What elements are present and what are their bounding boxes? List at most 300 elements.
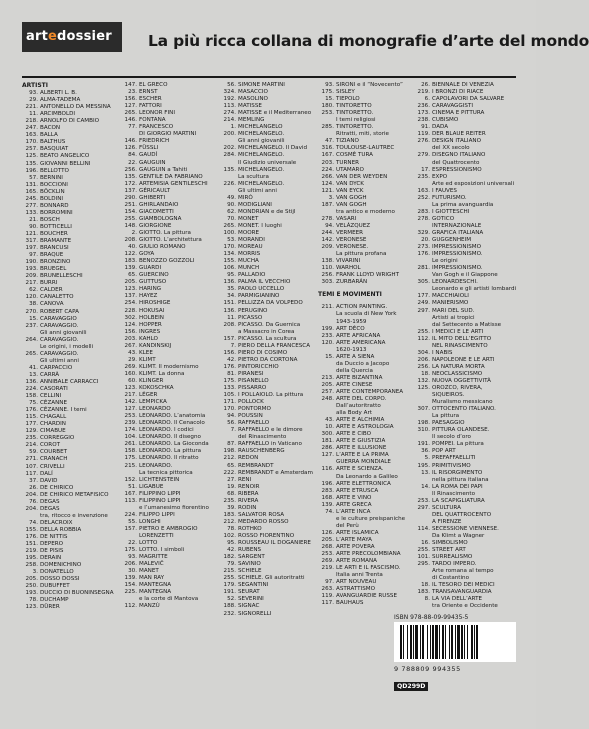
- entry-number: 75.: [29, 400, 38, 407]
- entry-title: TOULOUSE-LAUTREC: [336, 145, 395, 152]
- entry-title: ARTE ISLAMICA: [336, 529, 379, 536]
- catalog-entry: [22, 90, 114, 97]
- catalog-entry: [22, 506, 114, 513]
- entry-number: 255.: [223, 575, 236, 582]
- entry-number: 34.: [227, 293, 236, 300]
- entry-number: 235.: [25, 435, 38, 442]
- catalog-entry: [318, 530, 405, 537]
- entry-title: DAVID: [40, 477, 58, 484]
- entry-number: 219.: [417, 89, 430, 96]
- catalog-entry: [22, 365, 114, 372]
- catalog-entry: [22, 323, 114, 330]
- catalog-entry: [318, 354, 405, 361]
- entry-number: 157.: [124, 525, 137, 532]
- catalog-entry: [414, 596, 516, 603]
- entry-title: MAGRITTE: [139, 554, 168, 561]
- entry-number: 247.: [25, 125, 38, 132]
- entry-title: CHARDIN: [40, 421, 66, 428]
- barcode-bar: [467, 625, 468, 659]
- entry-title: SISLEY: [336, 89, 355, 96]
- catalog-entry: [22, 590, 114, 597]
- entry-number: 198.: [223, 448, 236, 455]
- entry-title: LOTTO: [139, 540, 158, 547]
- entry-number: 87.: [227, 441, 236, 448]
- entry-number: 97.: [29, 252, 38, 259]
- entry-number: 219.: [321, 565, 334, 572]
- entry-title: DISEGNO ITALIANO: [432, 152, 486, 159]
- entry-number: 36.: [421, 448, 430, 455]
- entry-number: 266.: [321, 173, 334, 180]
- entry-title: BALLA: [40, 132, 58, 139]
- entry-title: RENOIR: [238, 483, 260, 490]
- catalog-column: [220, 82, 313, 618]
- catalog-entry: [318, 579, 405, 586]
- entry-title: Dall’autoritratto: [336, 403, 381, 410]
- entry-number: 78.: [227, 525, 236, 532]
- entry-title: Arte ed esposizioni universali: [432, 180, 515, 187]
- entry-title: GIULIO ROMANO: [139, 244, 186, 251]
- entry-title: MASOLINO: [238, 96, 268, 103]
- entry-title: LONGHI: [139, 518, 161, 525]
- entry-title: POMPEI. La pittura: [432, 441, 484, 448]
- entry-title: LEONARDO. Il ritratto: [139, 455, 199, 462]
- barcode-bar: [420, 625, 421, 659]
- entry-title: GUERCINO: [139, 272, 169, 279]
- entry-number: 59.: [29, 449, 38, 456]
- entry-title: PELLIZZA DA VOLPEDO: [238, 300, 303, 307]
- entry-title: EL GRECO: [139, 82, 168, 88]
- catalog-entry: [22, 294, 114, 301]
- entry-number: 324.: [223, 89, 236, 96]
- entry-title: BACON: [40, 125, 61, 132]
- catalog-entry: [121, 293, 209, 300]
- entry-title: MODIGLIANI: [238, 201, 272, 208]
- catalog-entry: [121, 455, 209, 462]
- entry-title: DÜRER: [40, 604, 60, 611]
- entry-title: BELLOTTO: [40, 167, 69, 174]
- catalog-entry: [414, 167, 516, 174]
- entry-number: 23.: [128, 89, 137, 96]
- barcode-bar: [415, 625, 418, 659]
- entry-title: MICHELANGELO.: [238, 166, 285, 173]
- entry-title: MANET: [139, 568, 159, 575]
- entry-title: DERAIN: [40, 555, 62, 562]
- catalog-entry: [318, 195, 405, 202]
- entry-title: FRANCESCO: [139, 124, 174, 131]
- entry-title: A FIRENZE: [432, 518, 462, 525]
- catalog-entry: [318, 311, 405, 318]
- catalog-entry: [22, 146, 114, 153]
- catalog-entry: [22, 449, 114, 456]
- entry-title: VAN GOGH: [336, 194, 367, 201]
- catalog-entry: [318, 466, 405, 473]
- catalog-entry: [220, 272, 313, 279]
- entry-number: 127.: [321, 452, 334, 459]
- entry-number: 176.: [25, 407, 38, 414]
- entry-title: HOPPER: [139, 321, 162, 328]
- catalog-entry: [414, 463, 516, 470]
- tagline: La più ricca collana di monografie d’arte del mondo: [148, 32, 589, 50]
- catalog-entry: [22, 238, 114, 245]
- entry-number: 68.: [227, 490, 236, 497]
- entry-title: L’ARTE E LA PRIMA: [336, 452, 389, 459]
- entry-title: CANALETTO: [40, 294, 74, 301]
- entry-title: ARTE E ILLUSIONE: [336, 445, 387, 452]
- entry-title: PINTORICCHIO: [238, 363, 279, 370]
- entry-number: 228.: [124, 307, 137, 314]
- entry-number: 151.: [25, 541, 38, 548]
- entry-number: 212.: [223, 455, 236, 462]
- entry-title: ART DÉCO: [336, 325, 365, 332]
- entry-title: MACCHIAIOLI: [432, 293, 469, 300]
- entry-title: DER BLAUE REITER: [432, 131, 486, 138]
- catalog-entry: [220, 533, 313, 540]
- catalog-entry: [121, 448, 209, 455]
- catalog-entry: [414, 540, 516, 547]
- catalog-entry: [414, 308, 516, 315]
- entry-title: AVANGUARDIE RUSSE: [336, 593, 397, 600]
- catalog-entry: [414, 293, 516, 300]
- catalog-entry: [220, 463, 313, 470]
- barcode-bar: [464, 625, 465, 659]
- entry-title: PREFAFFAELLITI: [432, 455, 476, 462]
- catalog-entry: [414, 300, 516, 307]
- entry-title: TARDO IMPERO.: [432, 561, 477, 568]
- catalog-entry: [220, 526, 313, 533]
- catalog-entry: [318, 488, 405, 495]
- catalog-entry: [22, 97, 114, 104]
- entry-title: BRAQUE: [40, 252, 64, 259]
- entry-title: KANDINSKIJ: [139, 342, 172, 349]
- entry-number: 211.: [321, 304, 334, 311]
- catalog-entry: [414, 526, 516, 533]
- entry-title: ARTE POVERA: [336, 544, 375, 550]
- entry-number: 183.: [223, 511, 236, 518]
- entry-number: 183.: [417, 589, 430, 596]
- entry-number: 20.: [421, 237, 430, 244]
- entry-title: Gli ultimi anni: [238, 187, 277, 194]
- catalog-entry: [414, 110, 516, 117]
- entry-title: NEOCLASSICISMO: [432, 370, 483, 377]
- catalog-entry: [318, 216, 405, 223]
- entry-title: CARAVAGGIO: [40, 315, 77, 322]
- catalog-entry: [121, 589, 209, 596]
- entry-number: 256.: [321, 272, 334, 279]
- entry-title: LEONARDO: [139, 406, 171, 413]
- entry-title: RAUSCHENBERG: [238, 448, 285, 455]
- entry-number: 124.: [124, 321, 137, 328]
- catalog-entry: [22, 513, 114, 520]
- entry-title: SAVINIO: [238, 561, 261, 568]
- entry-number: 26.: [421, 82, 430, 88]
- entry-title: tra, ritocco e invenzione: [40, 512, 108, 519]
- entry-title: VASARI: [336, 215, 357, 222]
- entry-number: 192.: [223, 96, 236, 103]
- entry-title: DEPERO: [40, 541, 64, 548]
- entry-number: 62.: [227, 208, 236, 215]
- entry-number: 253.: [124, 413, 137, 420]
- catalog-entry: [414, 533, 516, 540]
- entry-number: 215.: [223, 568, 236, 575]
- entry-title: VERONESE: [336, 237, 367, 244]
- entry-title: DUBUFFET: [40, 583, 70, 590]
- entry-number: 188.: [223, 603, 236, 610]
- catalog-entry: [220, 322, 313, 329]
- entry-number: 41.: [29, 364, 38, 371]
- catalog-entry: [121, 195, 209, 202]
- catalog-entry: [22, 139, 114, 146]
- entry-number: 2.: [131, 229, 137, 236]
- entry-number: 97.: [325, 579, 334, 586]
- entry-number: 94.: [325, 222, 334, 229]
- entry-number: 135.: [223, 166, 236, 173]
- catalog-entry: [220, 406, 313, 413]
- catalog-entry: [121, 152, 209, 159]
- entry-title: Gli anni giovanili: [238, 138, 285, 145]
- entry-title: PALLADIO: [238, 272, 266, 279]
- catalog-entry: [121, 258, 209, 265]
- entry-title: MUCHA: [238, 258, 259, 265]
- entry-title: EXPO: [432, 173, 448, 180]
- entry-number: 15.: [325, 353, 334, 360]
- entry-title: DEGAS: [40, 505, 60, 512]
- entry-number: 119.: [321, 593, 334, 600]
- catalog-entry: [22, 442, 114, 449]
- entry-title: ARNOLFO DI CAMBIO: [40, 118, 99, 125]
- entry-title: GHIRLANDAIO: [139, 201, 179, 208]
- catalog-entry: [220, 202, 313, 209]
- barcode-bar: [430, 625, 431, 659]
- entry-number: 233.: [321, 332, 334, 339]
- entry-title: GÉRICAULT: [139, 187, 170, 194]
- catalog-entry: [220, 575, 313, 582]
- entry-title: PISANELLO: [238, 377, 269, 384]
- entry-title: MANTEGNA: [139, 589, 172, 596]
- catalog-entry: [414, 216, 516, 223]
- entry-title: ARCIMBOLDI: [40, 111, 76, 118]
- entry-title: HIROSHIGE: [139, 300, 171, 307]
- catalog-entry: [414, 406, 516, 413]
- catalog-entry: [414, 251, 516, 258]
- catalog-entry: [414, 357, 516, 364]
- entry-title: SEGANTINI: [238, 582, 269, 589]
- catalog-entry: [414, 138, 516, 145]
- entry-title: GUTTUSO: [139, 279, 167, 286]
- entry-number: 18.: [421, 370, 430, 377]
- entry-title: ARTE AFRICANA: [336, 332, 381, 339]
- entry-number: 253.: [321, 551, 334, 558]
- entry-number: 270.: [25, 308, 38, 315]
- catalog-entry: [318, 417, 405, 424]
- entry-title: ROUSSEAU IL DOGANIERE: [238, 540, 311, 547]
- catalog-entry: [220, 554, 313, 561]
- entry-title: CHAGALL: [40, 414, 67, 421]
- entry-number: 253.: [417, 497, 430, 504]
- catalog-entry: [220, 223, 313, 230]
- catalog-entry: [220, 103, 313, 110]
- entry-number: 70.: [227, 215, 236, 222]
- catalog-entry: [220, 308, 313, 315]
- entry-title: TIEPOLO: [336, 96, 360, 103]
- catalog-entry: [121, 131, 209, 138]
- entry-number: 62.: [29, 287, 38, 294]
- entry-number: 3.: [328, 194, 334, 201]
- entry-number: 219.: [25, 548, 38, 555]
- catalog-entry: [22, 189, 114, 196]
- catalog-entry: [220, 547, 313, 554]
- entry-title: PONTORMO: [238, 406, 271, 413]
- entry-title: MEMLING: [238, 117, 265, 124]
- catalog-entry: [121, 540, 209, 547]
- entry-title: CARAVAGGIO.: [40, 350, 79, 357]
- catalog-entry: [318, 396, 405, 403]
- barcode-bar: [400, 625, 402, 659]
- entry-title: MASACCIO: [238, 89, 268, 96]
- entry-number: 37.: [29, 477, 38, 484]
- entry-title: CARAVAGGIO.: [40, 336, 79, 343]
- catalog-entry: [22, 259, 114, 266]
- catalog-entry: [121, 547, 209, 554]
- catalog-entry: [220, 336, 313, 343]
- barcode-bar: [476, 625, 478, 659]
- entry-title: VAN DYCK: [336, 180, 364, 187]
- catalog-entry: [414, 329, 516, 336]
- catalog-entry: [318, 110, 405, 117]
- catalog-column: [414, 82, 516, 611]
- entry-number: 167.: [321, 152, 334, 159]
- entry-title: del XX secolo: [432, 145, 470, 152]
- catalog-entry: [220, 378, 313, 385]
- entry-number: 171.: [223, 399, 236, 406]
- catalog-entry: [318, 251, 405, 258]
- entry-number: 52.: [227, 596, 236, 603]
- entry-number: 218.: [25, 118, 38, 125]
- entry-title: IL RISORGIMENTO: [432, 469, 483, 476]
- entry-number: 77.: [128, 124, 137, 131]
- catalog-entry: [414, 336, 516, 343]
- entry-number: 256.: [124, 166, 137, 173]
- entry-number: 175.: [321, 89, 334, 96]
- entry-title: CÉZANNE. I temi: [40, 407, 87, 414]
- barcode-bar: [445, 625, 446, 659]
- entry-title: Ritratti, miti, storie: [336, 131, 389, 138]
- entry-title: BALTHUS: [40, 139, 66, 146]
- catalog-entry: [121, 498, 209, 505]
- entry-title: LA SCAPIGLIATURA: [432, 497, 485, 504]
- catalog-entry: [22, 358, 114, 365]
- entry-number: 38.: [29, 301, 38, 308]
- entry-number: 7.: [230, 427, 236, 434]
- entry-number: 179.: [223, 582, 236, 589]
- entry-number: 133.: [25, 209, 38, 216]
- catalog-entry: [121, 582, 209, 589]
- catalog-entry: [22, 576, 114, 583]
- catalog-entry: [318, 333, 405, 340]
- entry-title: PALMA IL VECCHIO: [238, 279, 291, 286]
- catalog-entry: [121, 505, 209, 512]
- entry-number: 197.: [25, 245, 38, 252]
- entry-title: GUGGENHEIM: [432, 237, 472, 244]
- catalog-entry: [414, 124, 516, 131]
- entry-title: HAYEZ: [139, 293, 158, 300]
- entry-title: GENTILE DA FABRIANO: [139, 173, 203, 180]
- entry-number: 56.: [227, 82, 236, 88]
- entry-title: RAFFAELLO: [238, 420, 270, 427]
- entry-title: I NABIS: [432, 349, 453, 356]
- entry-title: del Perù: [336, 522, 359, 529]
- catalog-entry: [318, 459, 405, 466]
- catalog-entry: [121, 491, 209, 498]
- catalog-entry: [220, 392, 313, 399]
- entry-number: 304.: [417, 349, 430, 356]
- entry-title: REMBRANDT: [238, 462, 274, 469]
- entry-title: COROT: [40, 442, 61, 449]
- catalog-entry: [22, 379, 114, 386]
- entry-number: 155.: [25, 526, 38, 533]
- entry-title: DEGAS: [40, 498, 60, 505]
- catalog-entry: [414, 131, 516, 138]
- catalog-entry: [121, 329, 209, 336]
- catalog-entry: [220, 181, 313, 188]
- entry-title: ASTRATTISMO: [336, 586, 376, 593]
- catalog-entry: [414, 568, 516, 575]
- entry-number: 239.: [124, 420, 137, 427]
- entry-number: 217.: [25, 280, 38, 287]
- catalog-entry: [121, 209, 209, 216]
- entry-title: ARTE E GIUSTIZIA: [336, 438, 386, 445]
- entry-number: 172.: [124, 180, 137, 187]
- catalog-entry: [220, 568, 313, 575]
- entry-title: DADA: [432, 124, 449, 131]
- entry-number: 135.: [25, 160, 38, 167]
- entry-title: ACTION PAINTING.: [336, 304, 388, 311]
- entry-title: Leonardo e gli artisti lombardi: [432, 286, 517, 293]
- catalog-entry: [22, 541, 114, 548]
- catalog-entry: [318, 495, 405, 502]
- entry-number: 214.: [25, 442, 38, 449]
- entry-title: LORENZETTI: [139, 533, 174, 539]
- catalog-entry: [121, 434, 209, 441]
- entry-title: GUERRA MONDIALE: [336, 459, 391, 466]
- catalog-entry: [414, 378, 516, 385]
- catalog-entry: [220, 512, 313, 519]
- entry-number: 123.: [25, 604, 38, 611]
- catalog-entry: [318, 82, 405, 89]
- entry-title: MOORE: [238, 229, 260, 236]
- catalog-entry: [414, 519, 516, 526]
- catalog-entry: [220, 427, 313, 434]
- entry-number: 269.: [124, 363, 137, 370]
- entry-number: 81.: [227, 370, 236, 377]
- entry-number: 123.: [124, 286, 137, 293]
- entry-title: ALBERTI L. B.: [40, 90, 77, 97]
- entry-number: 278.: [417, 215, 430, 222]
- entry-number: 43.: [128, 349, 137, 356]
- entry-number: 146.: [124, 117, 137, 124]
- catalog-entry: [318, 304, 405, 311]
- entry-number: 127.: [124, 406, 137, 413]
- entry-number: 106.: [223, 265, 236, 272]
- entry-title: RIVERA: [238, 497, 259, 504]
- entry-number: 15.: [325, 96, 334, 103]
- entry-number: 119.: [417, 131, 430, 138]
- entry-title: Le origini: [432, 258, 458, 265]
- entry-title: DE PISIS: [40, 548, 64, 555]
- entry-number: 176.: [223, 363, 236, 370]
- catalog-entry: [318, 188, 405, 195]
- entry-number: 208.: [124, 237, 137, 244]
- entry-title: MORANDI: [238, 237, 265, 244]
